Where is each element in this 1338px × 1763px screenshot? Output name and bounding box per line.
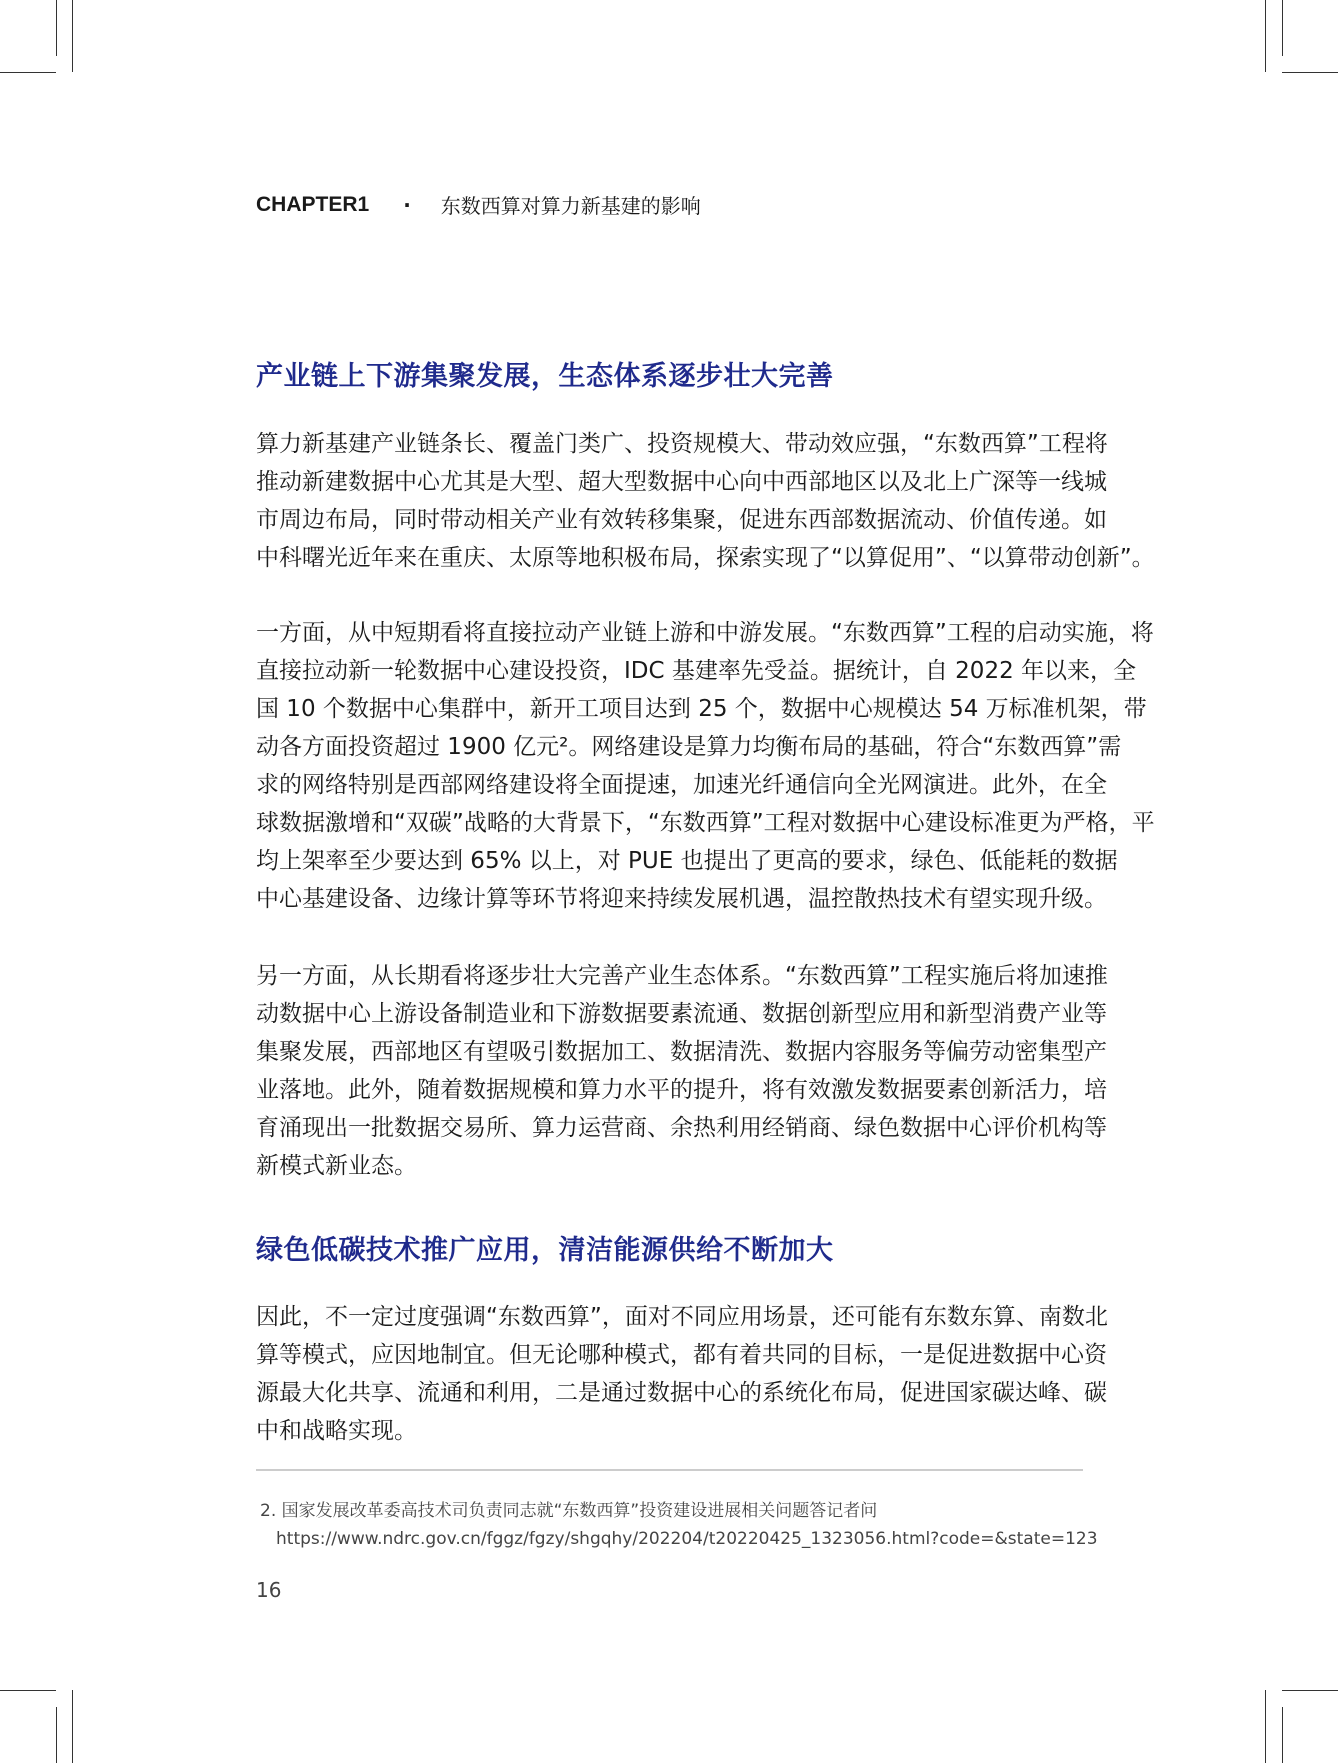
crop-mark bbox=[1265, 0, 1266, 72]
crop-mark bbox=[1282, 1707, 1283, 1763]
section-heading: 绿色低碳技术推广应用，清洁能源供给不断加大 bbox=[256, 1235, 834, 1266]
crop-mark bbox=[72, 0, 73, 72]
paragraph-line: 推动新建数据中心尤其是大型、超大型数据中心向中西部地区以及北上广深等一线城 bbox=[256, 469, 1107, 495]
paragraph-line: 国 10 个数据中心集群中，新开工项目达到 25 个，数据中心规模达 54 万标准机架，带 bbox=[256, 696, 1147, 722]
paragraph-line: 业落地。此外，随着数据规模和算力水平的提升，将有效激发数据要素创新活力，培 bbox=[256, 1077, 1107, 1103]
paragraph-line: 集聚发展，西部地区有望吸引数据加工、数据清洗、数据内容服务等偏劳动密集型产 bbox=[256, 1039, 1107, 1065]
page-number: 16 bbox=[256, 1578, 282, 1602]
paragraph-line: 市周边布局，同时带动相关产业有效转移集聚，促进东西部数据流动、价值传递。如 bbox=[256, 507, 1107, 533]
paragraph-line: 中科曙光近年来在重庆、太原等地积极布局，探索实现了“以算促用”、“以算带动创新”。 bbox=[256, 545, 1155, 571]
paragraph-line: 因此，不一定过度强调“东数西算”，面对不同应用场景，还可能有东数东算、南数北 bbox=[256, 1304, 1108, 1330]
crop-mark bbox=[0, 1690, 56, 1691]
footnote-url[interactable]: https://www.ndrc.gov.cn/fggz/fgzy/shgqhy/202204/t20220425_1323056.html?code=&state=123 bbox=[276, 1529, 1098, 1549]
paragraph-line: 求的网络特别是西部网络建设将全面提速，加速光纤通信向全光网演进。此外，在全 bbox=[256, 772, 1107, 798]
chapter-label: CHAPTER1 bbox=[256, 192, 370, 216]
crop-mark bbox=[72, 1690, 73, 1763]
footnote-divider bbox=[256, 1469, 1083, 1471]
crop-mark bbox=[0, 72, 56, 73]
footnote-text: 2. 国家发展改革委高技术司负责同志就“东数西算”投资建设进展相关问题答记者问 bbox=[260, 1501, 878, 1521]
paragraph-line: 直接拉动新一轮数据中心建设投资，IDC 基建率先受益。据统计，自 2022 年以来，全 bbox=[256, 658, 1137, 684]
paragraph-line: 源最大化共享、流通和利用，二是通过数据中心的系统化布局，促进国家碳达峰、碳 bbox=[256, 1380, 1107, 1406]
paragraph bbox=[256, 1298, 1108, 1450]
paragraph bbox=[256, 614, 1155, 918]
paragraph-line: 育涌现出一批数据交易所、算力运营商、余热利用经销商、绿色数据中心评价机构等 bbox=[256, 1115, 1107, 1141]
paragraph-line: 一方面，从中短期看将直接拉动产业链上游和中游发展。“东数西算”工程的启动实施，将 bbox=[256, 620, 1154, 646]
section-heading: 产业链上下游集聚发展，生态体系逐步壮大完善 bbox=[256, 361, 834, 392]
chapter-title: 东数西算对算力新基建的影响 bbox=[440, 194, 701, 218]
crop-mark bbox=[1265, 1690, 1266, 1763]
crop-mark bbox=[56, 0, 57, 56]
paragraph-line: 动各方面投资超过 1900 亿元²。网络建设是算力均衡布局的基础，符合“东数西算”需 bbox=[256, 734, 1122, 760]
paragraph-line: 均上架率至少要达到 65% 以上，对 PUE 也提出了更高的要求，绿色、低能耗的数据 bbox=[256, 848, 1118, 874]
paragraph-line: 中心基建设备、边缘计算等环节将迎来持续发展机遇，温控散热技术有望实现升级。 bbox=[256, 886, 1107, 912]
paragraph-line: 新模式新业态。 bbox=[256, 1153, 417, 1179]
paragraph-line: 中和战略实现。 bbox=[256, 1418, 417, 1444]
paragraph-line: 算力新基建产业链条长、覆盖门类广、投资规模大、带动效应强，“东数西算”工程将 bbox=[256, 431, 1108, 457]
crop-mark bbox=[1282, 72, 1338, 73]
crop-mark bbox=[1282, 0, 1283, 56]
header-separator: · bbox=[403, 192, 411, 217]
running-header bbox=[256, 190, 701, 219]
paragraph-line: 算等模式，应因地制宜。但无论哪种模式，都有着共同的目标，一是促进数据中心资 bbox=[256, 1342, 1107, 1368]
paragraph-line: 动数据中心上游设备制造业和下游数据要素流通、数据创新型应用和新型消费产业等 bbox=[256, 1001, 1107, 1027]
paragraph bbox=[256, 425, 1155, 577]
paragraph-line: 另一方面，从长期看将逐步壮大完善产业生态体系。“东数西算”工程实施后将加速推 bbox=[256, 963, 1108, 989]
crop-mark bbox=[56, 1707, 57, 1763]
paragraph bbox=[256, 957, 1108, 1185]
crop-mark bbox=[1282, 1690, 1338, 1691]
paragraph-line: 球数据激增和“双碳”战略的大背景下，“东数西算”工程对数据中心建设标准更为严格，平 bbox=[256, 810, 1155, 836]
